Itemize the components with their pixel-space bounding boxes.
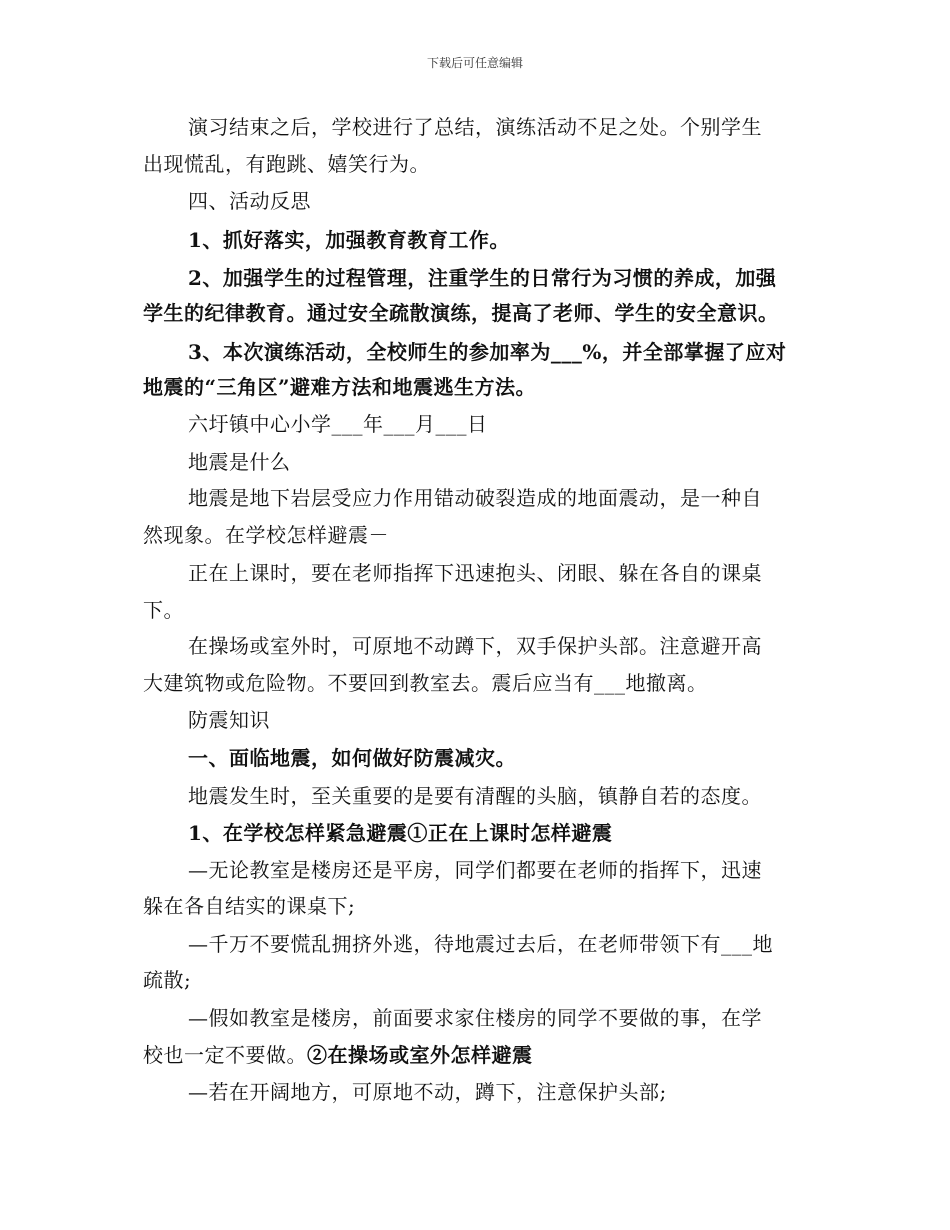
paragraph-line: 疏散; <box>143 968 192 992</box>
paragraph-line: 躲在各自结实的课桌下; <box>143 894 356 918</box>
paragraph-line: 校也一定不要做。 <box>143 1043 307 1067</box>
paragraph-line: —无论教室是楼房还是平房，同学们都要在老师的指挥下，迅速 <box>188 858 762 882</box>
paragraph-line: —千万不要慌乱拥挤外逃，待地震过去后，在老师带领下有___地 <box>188 932 773 956</box>
paragraph-line: 地震是地下岩层受应力作用错动破裂造成的地面震动，是一种自 <box>188 486 762 510</box>
bold-paragraph-line: 2、加强学生的过程管理，注重学生的日常行为习惯的养成，加强 <box>188 266 777 290</box>
paragraph-line: 演习结束之后，学校进行了总结，演练活动不足之处。个别学生 <box>188 115 762 139</box>
section-heading: 四、活动反思 <box>188 189 311 213</box>
page-header: 下载后可任意编辑 <box>426 56 523 70</box>
section-heading: 防震知识 <box>188 708 270 732</box>
bold-paragraph-line: 3、本次演练活动，全校师生的参加率为___%，并全部掌握了应对 <box>188 340 787 364</box>
bold-heading: 1、在学校怎样紧急避震①正在上课时怎样避震 <box>188 821 613 845</box>
paragraph-line: —假如教室是楼房，前面要求家住楼房的同学不要做的事，在学 <box>188 1006 762 1030</box>
section-heading: 地震是什么 <box>188 450 291 474</box>
paragraph-line: 然现象。在学校怎样避震－ <box>143 523 389 547</box>
bold-paragraph-line: 学生的纪律教育。通过安全疏散演练，提高了老师、学生的安全意识。 <box>143 301 779 325</box>
bold-paragraph-line: 1、抓好落实，加强教育教育工作。 <box>188 228 510 252</box>
bold-paragraph-line: 地震的“三角区”避难方法和地震逃生方法。 <box>143 375 537 399</box>
paragraph-line: 大建筑物或危险物。不要回到教室去。震后应当有___地撤离。 <box>143 671 708 695</box>
paragraph-line: 在操场或室外时，可原地不动蹲下，双手保护头部。注意避开高 <box>188 634 762 658</box>
paragraph-line: —若在开阔地方，可原地不动，蹲下，注意保护头部; <box>188 1080 667 1104</box>
bold-heading: 一、面临地震，如何做好防震减灾。 <box>188 746 516 770</box>
paragraph-line: 出现慌乱，有跑跳、嬉笑行为。 <box>143 152 430 176</box>
paragraph-line: 下。 <box>143 598 184 622</box>
bold-heading: ②在操场或室外怎样避震 <box>307 1043 533 1067</box>
paragraph-line: 地震发生时，至关重要的是要有清醒的头脑，镇静自若的态度。 <box>188 784 762 808</box>
paragraph-line: 正在上课时，要在老师指挥下迅速抱头、闭眼、躲在各自的课桌 <box>188 561 762 585</box>
signature-line: 六圩镇中心小学___年___月___日 <box>188 412 488 436</box>
